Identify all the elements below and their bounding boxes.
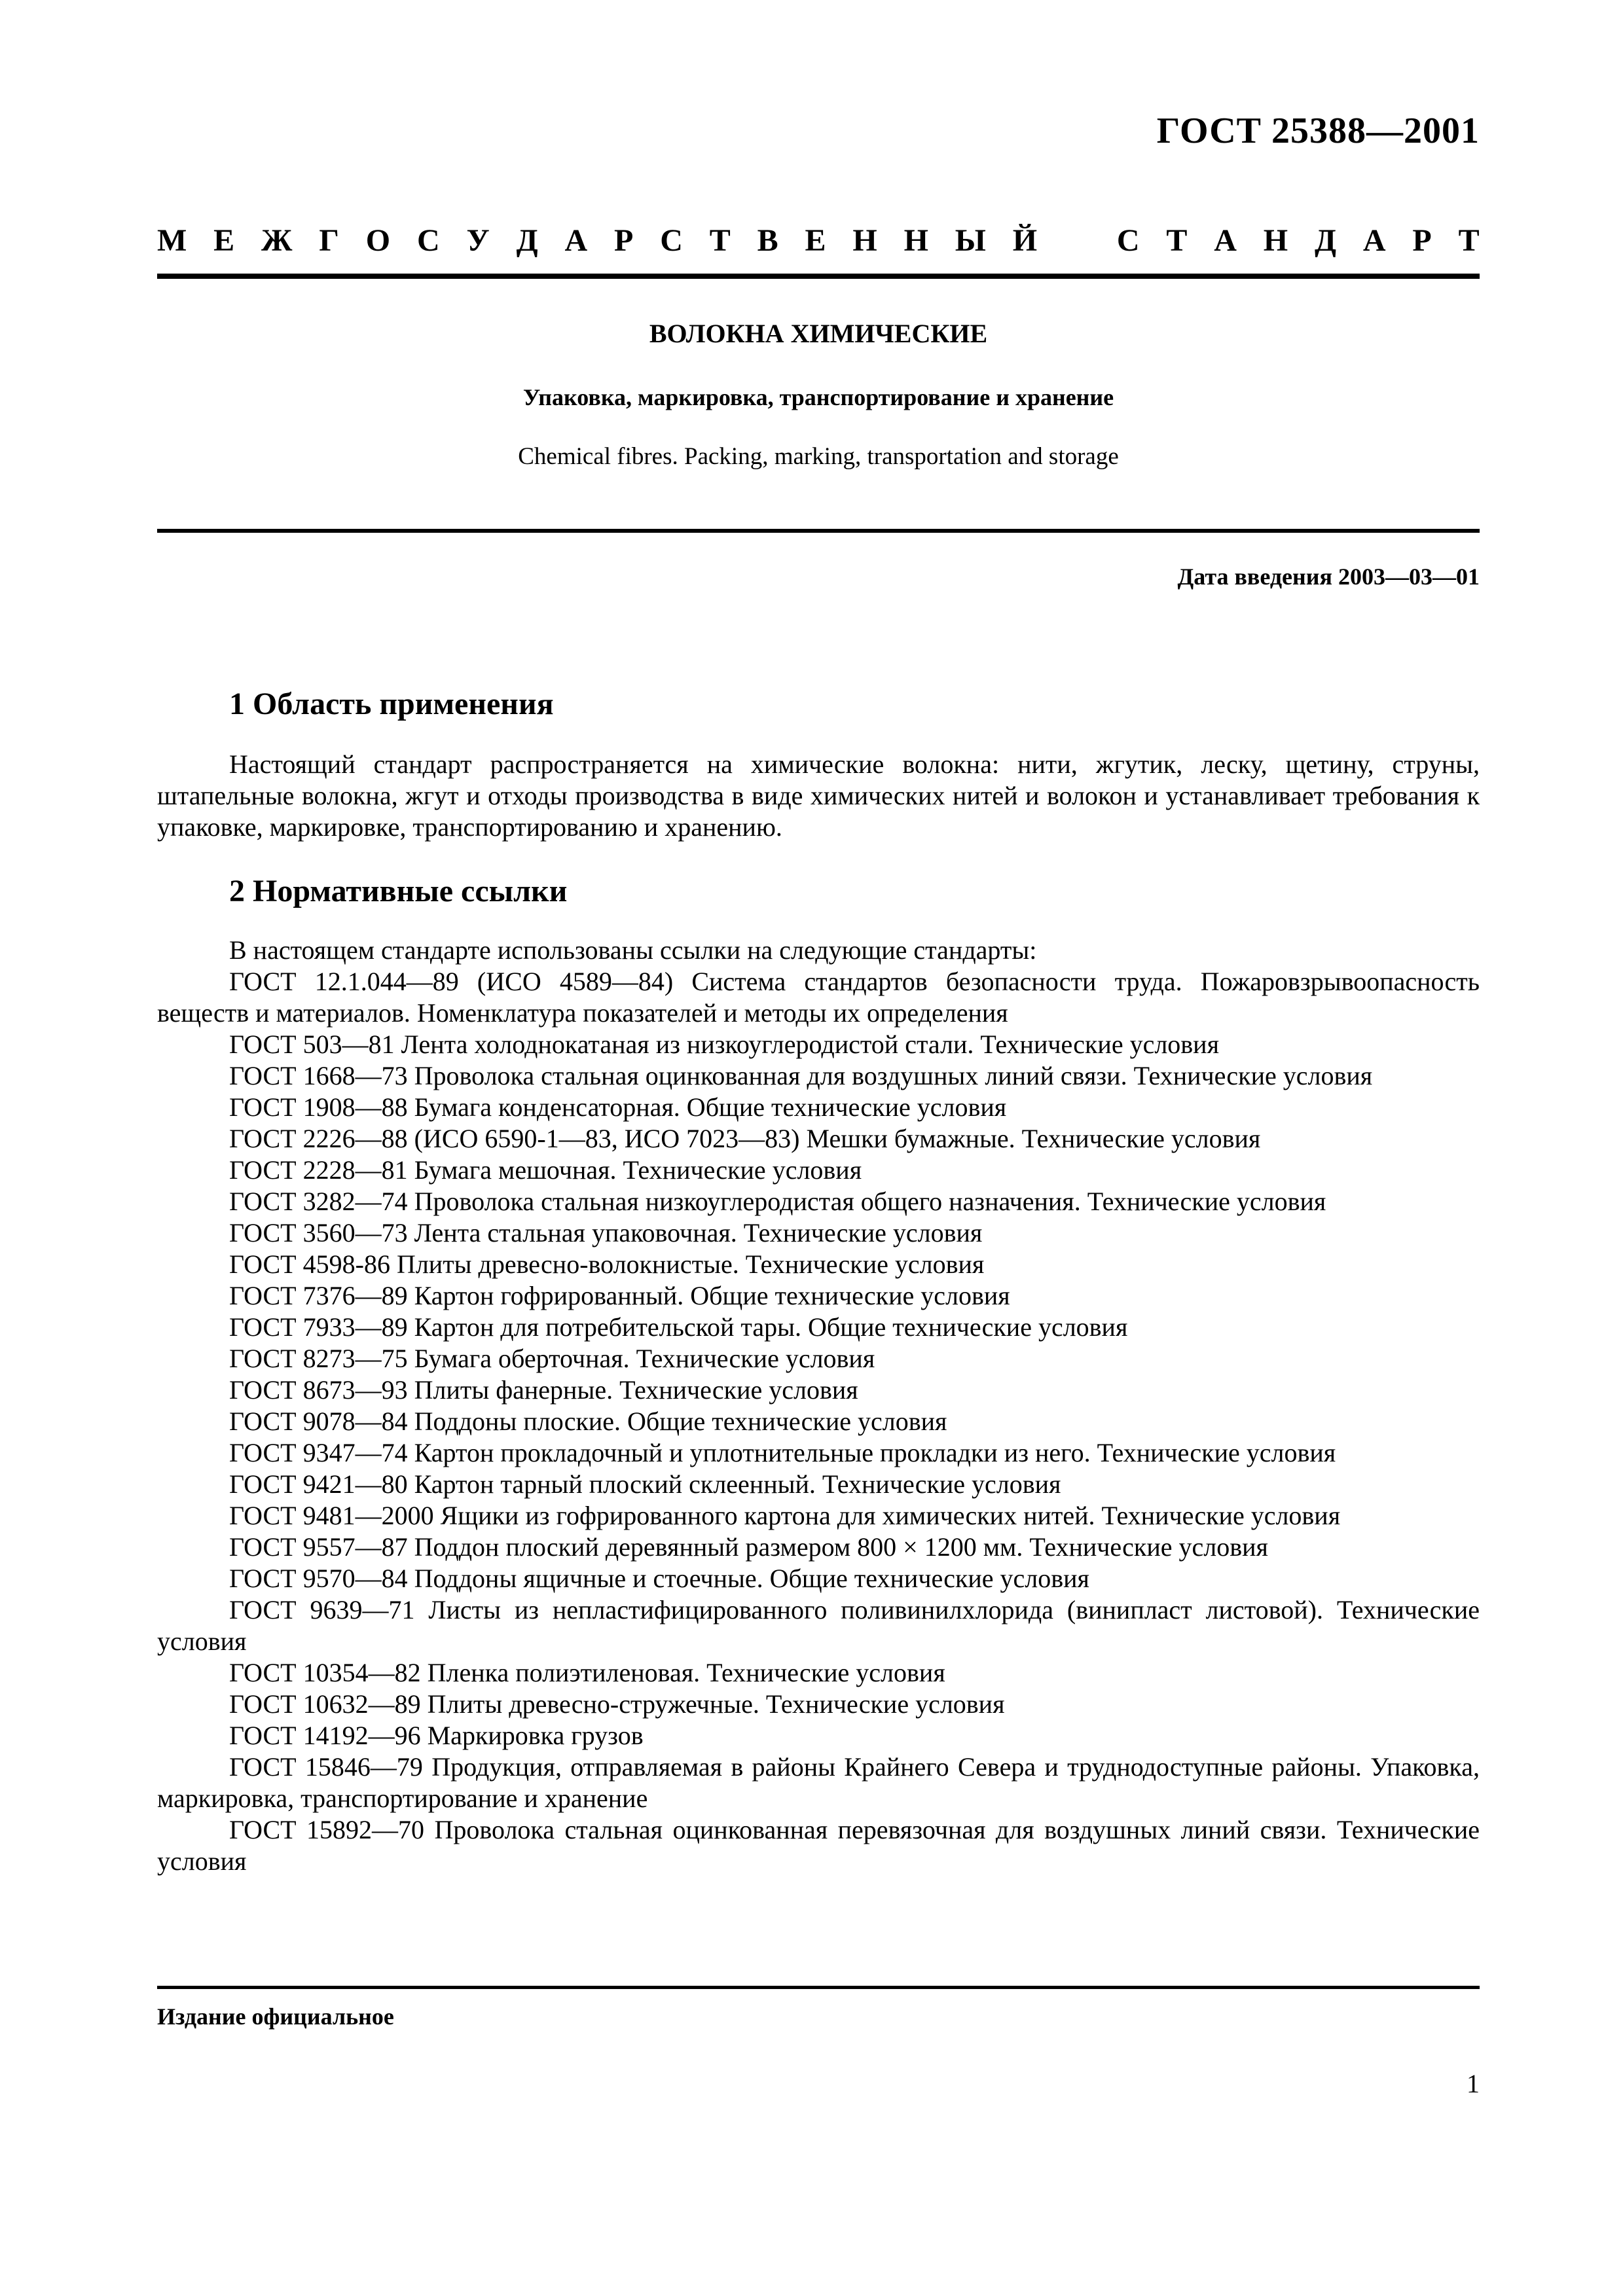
- kind-letter: С: [1116, 223, 1140, 258]
- standard-number: ГОСТ 25388—2001: [1156, 111, 1480, 151]
- document-subtitle: Упаковка, маркировка, транспортирование и хранение: [522, 384, 1114, 410]
- section-2-heading: 2 Нормативные ссылки: [229, 874, 568, 908]
- kind-letter: В: [757, 223, 778, 258]
- english-title: Chemical fibres. Packing, marking, transportation and storage: [518, 443, 1119, 470]
- reference-item: ГОСТ 3282—74 Проволока стальная низкоуглеродистая общего назначения. Технические условия: [229, 1187, 1326, 1216]
- kind-letter: Т: [1458, 223, 1480, 258]
- kind-letter: Г: [319, 223, 339, 258]
- reference-item: ГОСТ 2228—81 Бумага мешочная. Технические условия: [229, 1155, 862, 1185]
- document-page: [157, 0, 1480, 2296]
- reference-item: ГОСТ 9639—71 Листы из непластифицированного поливинилхлорида (винипласт листовой). Технические условия: [157, 1595, 1480, 1656]
- reference-item: ГОСТ 9347—74 Картон прокладочный и уплотнительные прокладки из него. Технические условия: [229, 1438, 1336, 1467]
- reference-item: ГОСТ 12.1.044—89 (ИСО 4589—84) Система стандартов безопасности труда. Пожаровзрывоопасность веществ и материалов. Номенклатура показателей и методы их определения: [157, 967, 1480, 1028]
- standard-kind: [157, 223, 1480, 259]
- kind-letter: А: [564, 223, 588, 258]
- kind-letter: Н: [1263, 223, 1288, 258]
- scope-paragraph: Настоящий стандарт распространяется на химические волокна: нити, жгутик, леску, щетину, струны, штапельные волокна, жгут и отходы производства в виде химических нитей и волокон и устанавливает требования к упаковке, маркировке, транспортированию и хранению.: [157, 749, 1480, 842]
- kind-letter: А: [1214, 223, 1237, 258]
- kind-letter: Т: [709, 223, 731, 258]
- kind-letter: Д: [516, 223, 538, 258]
- reference-item: ГОСТ 9557—87 Поддон плоский деревянный размером 800 × 1200 мм. Технические условия: [229, 1532, 1268, 1562]
- document-title: ВОЛОКНА ХИМИЧЕСКИЕ: [649, 319, 988, 348]
- reference-item: ГОСТ 8673—93 Плиты фанерные. Технические условия: [229, 1375, 858, 1405]
- footer-divider: [157, 1986, 1480, 1989]
- reference-item: ГОСТ 4598-86 Плиты древесно-волокнистые. Технические условия: [229, 1249, 985, 1279]
- references-items: [157, 966, 1480, 1877]
- kind-letter: Ы: [955, 223, 986, 258]
- reference-item: ГОСТ 14192—96 Маркировка грузов: [229, 1721, 644, 1750]
- reference-item: ГОСТ 15846—79 Продукция, отправляемая в районы Крайнего Севера и труднодоступные районы. Упаковка, маркировка, транспортирование и хранение: [157, 1752, 1480, 1813]
- kind-letter: О: [365, 223, 391, 258]
- reference-item: ГОСТ 9421—80 Картон тарный плоский склеенный. Технические условия: [229, 1469, 1061, 1499]
- title-divider: [157, 529, 1480, 533]
- kind-gap: [1064, 223, 1090, 259]
- kind-letter: У: [466, 223, 490, 258]
- kind-letter: Р: [614, 223, 634, 258]
- kind-letter: С: [416, 223, 440, 258]
- kind-letter: Т: [1166, 223, 1188, 258]
- kind-letter: Е: [805, 223, 826, 258]
- kind-letter: Н: [852, 223, 877, 258]
- kind-letter: Й: [1012, 223, 1038, 258]
- introduction-date: Дата введения 2003—03—01: [1177, 564, 1480, 590]
- reference-item: ГОСТ 503—81 Лента холоднокатаная из низкоуглеродистой стали. Технические условия: [229, 1030, 1219, 1059]
- kind-letter: М: [157, 223, 187, 258]
- reference-item: ГОСТ 3560—73 Лента стальная упаковочная. Технические условия: [229, 1218, 983, 1247]
- reference-item: ГОСТ 8273—75 Бумага оберточная. Технические условия: [229, 1344, 875, 1373]
- reference-item: ГОСТ 9481—2000 Ящики из гофрированного картона для химических нитей. Технические условия: [229, 1501, 1341, 1530]
- reference-item: ГОСТ 7933—89 Картон для потребительской тары. Общие технические условия: [229, 1312, 1128, 1342]
- reference-item: ГОСТ 15892—70 Проволока стальная оцинкованная перевязочная для воздушных линий связи. Технические условия: [157, 1815, 1480, 1876]
- reference-item: ГОСТ 2226—88 (ИСО 6590-1—83, ИСО 7023—83) Мешки бумажные. Технические условия: [229, 1124, 1261, 1153]
- top-divider: [157, 274, 1480, 279]
- reference-item: ГОСТ 1668—73 Проволока стальная оцинкованная для воздушных линий связи. Технические условия: [229, 1061, 1373, 1090]
- kind-letter: Р: [1412, 223, 1432, 258]
- kind-letter: Е: [213, 223, 235, 258]
- reference-item: ГОСТ 7376—89 Картон гофрированный. Общие технические условия: [229, 1281, 1010, 1310]
- kind-letter: Ж: [261, 223, 293, 258]
- kind-letter: Н: [903, 223, 928, 258]
- references-list: [157, 935, 1480, 1877]
- reference-item: ГОСТ 1908—88 Бумага конденсаторная. Общие технические условия: [229, 1092, 1007, 1122]
- reference-item: ГОСТ 10632—89 Плиты древесно-стружечные. Технические условия: [229, 1689, 1005, 1719]
- section-1-heading: 1 Область применения: [229, 687, 554, 721]
- reference-item: ГОСТ 9078—84 Поддоны плоские. Общие технические условия: [229, 1407, 947, 1436]
- reference-item: ГОСТ 10354—82 Пленка полиэтиленовая. Технические условия: [229, 1658, 945, 1687]
- references-intro: В настоящем стандарте использованы ссылки на следующие стандарты:: [229, 935, 1037, 965]
- kind-letter: Д: [1314, 223, 1337, 258]
- page-number: 1: [1467, 2069, 1480, 2098]
- edition-label: Издание официальное: [157, 2003, 394, 2030]
- reference-item: ГОСТ 9570—84 Поддоны ящичные и стоечные. Общие технические условия: [229, 1564, 1089, 1593]
- kind-letter: С: [660, 223, 683, 258]
- section-1-body: [157, 749, 1480, 843]
- kind-letter: А: [1362, 223, 1386, 258]
